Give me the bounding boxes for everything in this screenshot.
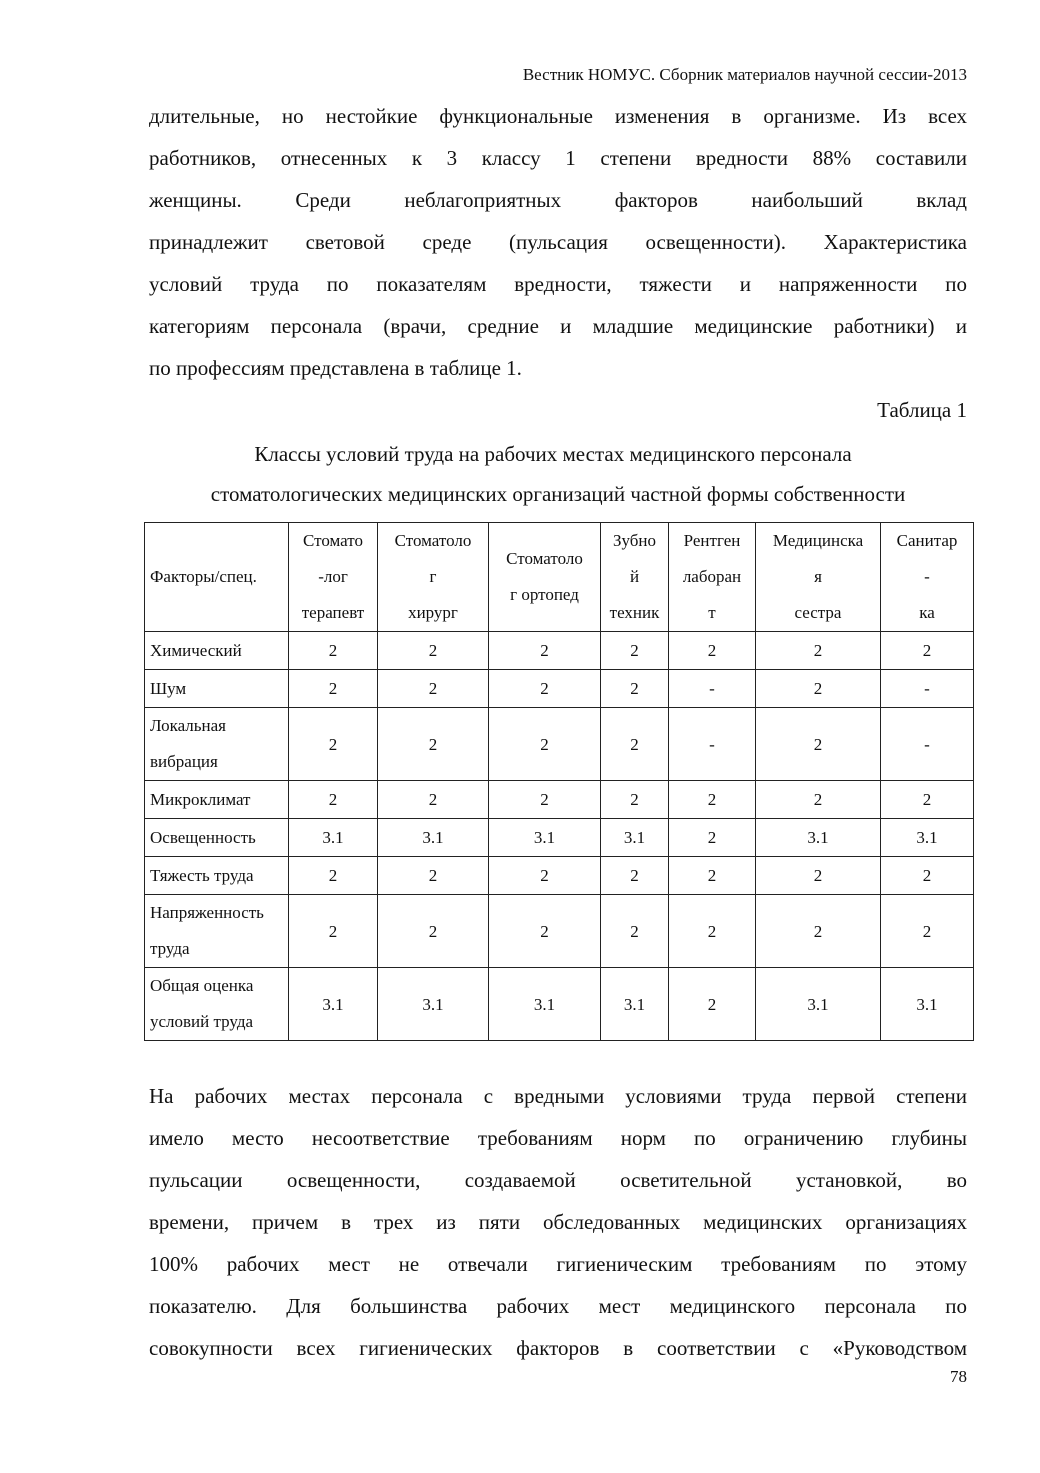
table-header-row	[145, 523, 974, 632]
column-header	[289, 523, 378, 632]
column-header-line: терапевт	[301, 603, 365, 622]
row-factor: Тяжесть труда	[145, 857, 289, 895]
paragraph-line: имело место несоответствие требованиям норм по ограничению глубины	[149, 1126, 967, 1150]
row-factor: Освещенность	[145, 819, 289, 857]
paragraph-intro	[149, 95, 967, 389]
column-header-line: лаборан	[682, 567, 742, 586]
table-row	[145, 819, 974, 857]
table-cell: 2	[756, 781, 881, 819]
column-header	[756, 523, 881, 632]
table-cell: 2	[881, 895, 974, 968]
table-cell: 3.1	[881, 968, 974, 1041]
paragraph-line: совокупности всех гигиенических факторов в соответствии с «Руководством	[149, 1336, 967, 1360]
table-cell: 3.1	[601, 819, 669, 857]
column-header-line: Стоматоло	[506, 549, 583, 568]
table-cell: 2	[489, 708, 601, 781]
column-header-line: хирург	[408, 603, 458, 622]
table-cell: 2	[881, 632, 974, 670]
table-cell: 3.1	[489, 819, 601, 857]
table-cell: 2	[669, 968, 756, 1041]
table-cell: 3.1	[378, 968, 489, 1041]
column-header-line: -	[924, 567, 930, 586]
table-cell: 2	[378, 632, 489, 670]
table-row	[145, 632, 974, 670]
table-cell: 3.1	[881, 819, 974, 857]
table-cell: 2	[289, 857, 378, 895]
column-header-line: г ортопед	[510, 585, 579, 604]
table-cell: 2	[756, 632, 881, 670]
table-cell: 2	[669, 781, 756, 819]
paragraph-line: пульсации освещенности, создаваемой осветительной установкой, во	[149, 1168, 967, 1192]
paragraph-line: работников, отнесенных к 3 классу 1 степени вредности 88% составили	[149, 146, 967, 170]
table-cell: 2	[378, 857, 489, 895]
table-row	[145, 670, 974, 708]
table-cell: 2	[601, 895, 669, 968]
column-header	[601, 523, 669, 632]
column-header	[881, 523, 974, 632]
table-cell: 3.1	[378, 819, 489, 857]
column-header-line: т	[708, 603, 716, 622]
table-cell: 2	[669, 857, 756, 895]
table-row	[145, 708, 974, 781]
paragraph-line: На рабочих местах персонала с вредными условиями труда первой степени	[149, 1084, 967, 1108]
column-header-line: Стоматоло	[394, 531, 472, 550]
table-cell: 2	[378, 895, 489, 968]
column-header-line: Санитар	[896, 531, 958, 550]
table-cell: 2	[289, 632, 378, 670]
table-cell: 2	[601, 670, 669, 708]
table-cell: 3.1	[601, 968, 669, 1041]
column-header-line: ка	[919, 603, 935, 622]
table-cell: 2	[289, 670, 378, 708]
table-cell: -	[669, 670, 756, 708]
table-cell: 2	[601, 857, 669, 895]
table-cell: 2	[881, 781, 974, 819]
table-cell: 2	[601, 781, 669, 819]
column-header-line: й	[629, 567, 640, 586]
running-header: Вестник НОМУС. Сборник материалов научной сессии-2013	[522, 65, 967, 84]
table-cell: -	[669, 708, 756, 781]
paragraph-line: времени, причем в трех из пяти обследованных медицинских организациях	[149, 1210, 967, 1234]
table-cell: 2	[669, 632, 756, 670]
column-header-line: Медицинска	[772, 531, 864, 550]
table-cell: 2	[289, 708, 378, 781]
paragraph-line: показателю. Для большинства рабочих мест медицинского персонала по	[149, 1294, 967, 1318]
table-row	[145, 895, 974, 968]
table-cell: 3.1	[756, 968, 881, 1041]
table-cell: 2	[489, 895, 601, 968]
table-cell: 2	[489, 781, 601, 819]
paragraph-line: условий труда по показателям вредности, тяжести и напряженности по	[149, 272, 967, 296]
row-factor: Шум	[145, 670, 289, 708]
table-cell: 3.1	[289, 968, 378, 1041]
paragraph-line: по профессиям представлена в таблице 1.	[149, 356, 522, 380]
table-cell: 2	[756, 857, 881, 895]
column-header	[669, 523, 756, 632]
table-cell: 3.1	[756, 819, 881, 857]
row-factor: Напряженность труда	[145, 895, 289, 968]
table-cell: 2	[378, 670, 489, 708]
paragraph-line: длительные, но нестойкие функциональные изменения в организме. Из всех	[149, 104, 967, 128]
table-cell: 2	[756, 895, 881, 968]
table-label: Таблица 1	[877, 398, 967, 422]
row-factor: Химический	[145, 632, 289, 670]
column-header-line: г	[429, 567, 437, 586]
paragraph-conclusion	[149, 1075, 967, 1369]
column-header-line: я	[814, 567, 822, 586]
row-factor: Общая оценка условий труда	[145, 968, 289, 1041]
paragraph-line: женщины. Среди неблагоприятных факторов наибольший вклад	[149, 188, 967, 212]
paragraph-line: принадлежит световой среде (пульсация освещенности). Характеристика	[149, 230, 967, 254]
corner-header: Факторы/спец.	[145, 523, 289, 632]
table-cell: 2	[489, 670, 601, 708]
column-header	[378, 523, 489, 632]
table-cell: 2	[489, 857, 601, 895]
column-header-line: техник	[609, 603, 660, 622]
table-cell: 2	[378, 781, 489, 819]
table-cell: 2	[669, 819, 756, 857]
column-header-line: Рентген	[683, 531, 741, 550]
column-header	[489, 523, 601, 632]
table-cell: 2	[289, 895, 378, 968]
table-caption-line: Классы условий труда на рабочих местах медицинского персонала	[254, 442, 852, 466]
table-cell: 2	[601, 708, 669, 781]
table-caption-line: стоматологических медицинских организаций частной формы собственности	[210, 482, 906, 506]
page-number: 78	[950, 1367, 967, 1386]
column-header-line: -лог	[318, 567, 348, 586]
table-cell: 2	[378, 708, 489, 781]
table-cell: 2	[289, 781, 378, 819]
column-header-line: Стомато	[303, 531, 363, 550]
table-cell: 2	[756, 708, 881, 781]
table-row	[145, 857, 974, 895]
table-caption	[149, 434, 967, 514]
paragraph-line: 100% рабочих мест не отвечали гигиеническим требованиям по этому	[149, 1252, 967, 1276]
table-cell: 2	[669, 895, 756, 968]
paragraph-line: категориям персонала (врачи, средние и младшие медицинские работники) и	[149, 314, 967, 338]
working-conditions-table	[144, 522, 974, 1041]
column-header-line: сестра	[794, 603, 842, 622]
table-cell: 2	[881, 857, 974, 895]
table-cell: 3.1	[489, 968, 601, 1041]
table-cell: -	[881, 670, 974, 708]
table-cell: -	[881, 708, 974, 781]
table-row	[145, 968, 974, 1041]
column-header-line: Зубно	[612, 531, 657, 550]
table-cell: 2	[489, 632, 601, 670]
table-cell: 2	[756, 670, 881, 708]
table-cell: 2	[601, 632, 669, 670]
row-factor: Микроклимат	[145, 781, 289, 819]
table-row	[145, 781, 974, 819]
table-cell: 3.1	[289, 819, 378, 857]
row-factor: Локальная вибрация	[145, 708, 289, 781]
